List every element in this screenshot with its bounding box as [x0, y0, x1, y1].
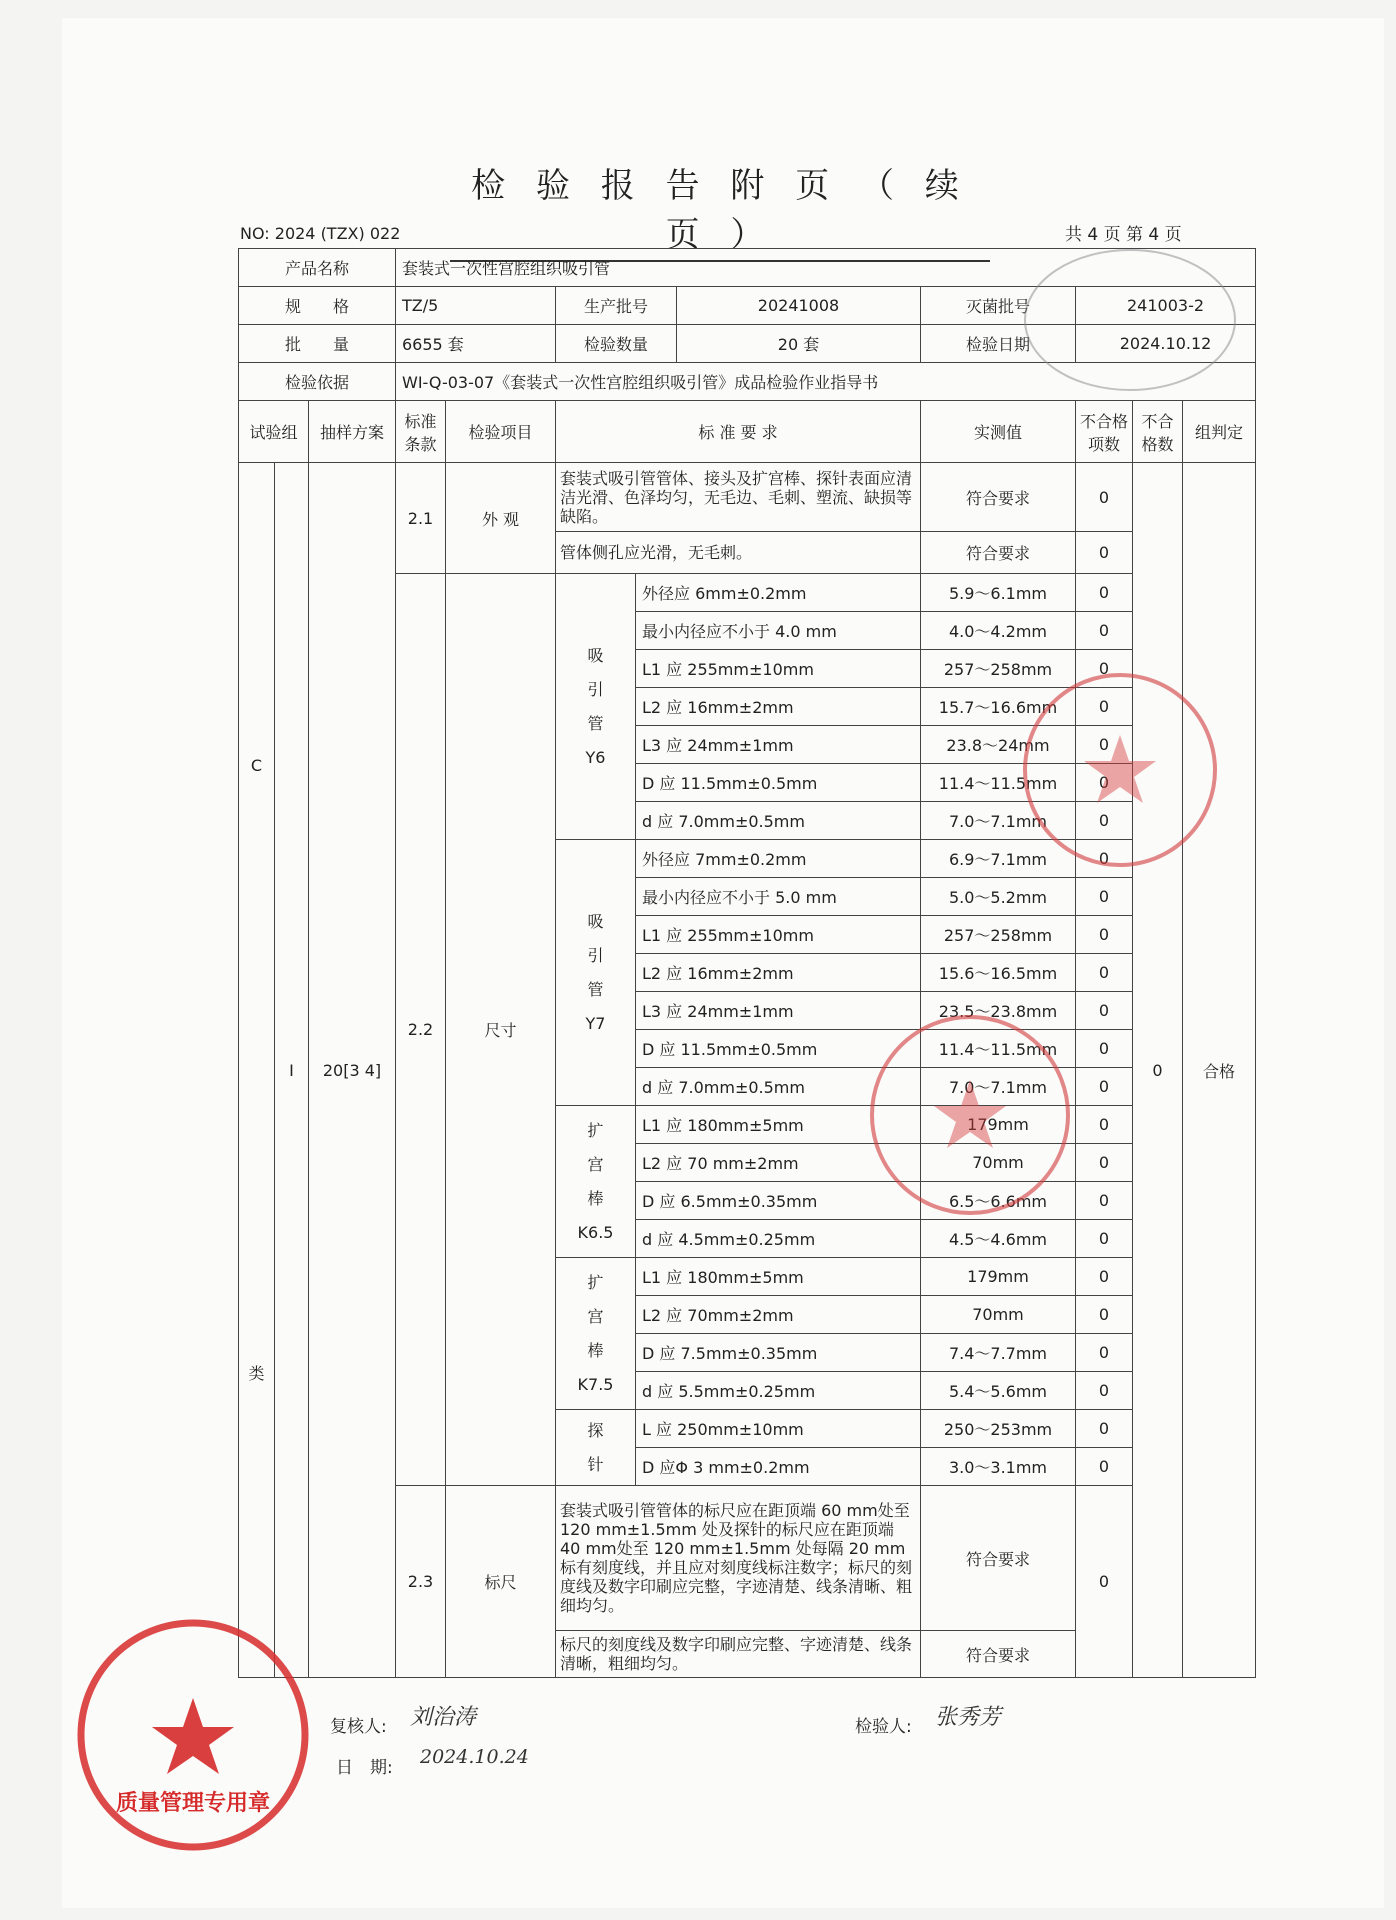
- measured-value: 4.5～4.6mm: [921, 1220, 1076, 1258]
- inspection-level: I: [275, 463, 309, 1678]
- requirement: D 应Φ 3 mm±0.2mm: [636, 1448, 921, 1486]
- measured-value: 23.5～23.8mm: [921, 992, 1076, 1030]
- nonconf-items: 0: [1076, 726, 1133, 764]
- document-number: NO: 2024 (TZX) 022: [240, 224, 401, 243]
- header-requirement: 标 准 要 求: [556, 401, 921, 463]
- header-judgement: 组判定: [1183, 401, 1256, 463]
- component-label-char: Y7: [585, 1013, 606, 1033]
- spec-label: 规 格: [239, 287, 396, 325]
- nonconf-items: 0: [1076, 916, 1133, 954]
- date-label: 检验日期: [921, 325, 1076, 363]
- requirement: L2 应 70 mm±2mm: [636, 1144, 921, 1182]
- requirement: L1 应 255mm±10mm: [636, 916, 921, 954]
- date-footer-label: 日 期:: [336, 1758, 393, 1778]
- inspector-signature: 张秀芳: [935, 1705, 1002, 1730]
- requirement: d 应 4.5mm±0.25mm: [636, 1220, 921, 1258]
- component-label: [556, 840, 636, 1106]
- component-label: [556, 574, 636, 840]
- nonconf-items: 0: [1076, 1068, 1133, 1106]
- measured-value: 符合要求: [921, 1486, 1076, 1631]
- nonconf-items: 0: [1076, 1106, 1133, 1144]
- measured-value: 257～258mm: [921, 916, 1076, 954]
- component-label-char: 宫: [587, 1306, 604, 1326]
- nonconf-items: 0: [1076, 1182, 1133, 1220]
- reviewer-signature: 刘治涛: [410, 1705, 477, 1730]
- review-date-signature: 2024.10.24: [420, 1746, 529, 1768]
- requirement: D 应 11.5mm±0.5mm: [636, 764, 921, 802]
- nonconf-items: 0: [1076, 612, 1133, 650]
- nonconf-items: 0: [1076, 1144, 1133, 1182]
- sample-label: 检验数量: [556, 325, 677, 362]
- nonconf-items: 0: [1076, 878, 1133, 916]
- requirement: L1 应 180mm±5mm: [636, 1106, 921, 1144]
- requirement: L1 应 180mm±5mm: [636, 1258, 921, 1296]
- requirement: 外径应 6mm±0.2mm: [636, 574, 921, 612]
- header-measured: 实测值: [921, 401, 1076, 463]
- nonconf-items: 0: [1076, 1372, 1133, 1410]
- component-label: [556, 1258, 636, 1410]
- item-scale: 标尺: [446, 1486, 556, 1678]
- nonconf-items: 0: [1076, 764, 1133, 802]
- nonconf-items: 0: [1076, 463, 1133, 532]
- measured-value: 257～258mm: [921, 650, 1076, 688]
- measured-value: 15.6～16.5mm: [921, 954, 1076, 992]
- measured-value: 4.0～4.2mm: [921, 612, 1076, 650]
- qty-value: 6655 套: [396, 325, 556, 363]
- quality-seal-subtext: 质量管理专用章: [115, 1791, 271, 1816]
- component-label-char: 扩: [587, 1272, 604, 1292]
- requirement: D 应 7.5mm±0.35mm: [636, 1334, 921, 1372]
- nonconf-count: 0: [1133, 463, 1183, 1678]
- requirement: L2 应 16mm±2mm: [636, 954, 921, 992]
- header-item: 检验项目: [446, 401, 556, 463]
- reviewer-label: 复核人:: [330, 1717, 387, 1737]
- group-verdict: 合格: [1183, 463, 1256, 1678]
- nonconf-items: 0: [1076, 688, 1133, 726]
- requirement: L2 应 70mm±2mm: [636, 1296, 921, 1334]
- header-clause: 标准条款: [396, 401, 446, 463]
- nonconf-items: 0: [1076, 574, 1133, 612]
- component-label-char: 探: [587, 1420, 604, 1440]
- component-label-char: 宫: [587, 1154, 604, 1174]
- measured-value: 3.0～3.1mm: [921, 1448, 1076, 1486]
- clause-2-2: 2.2: [396, 574, 446, 1486]
- page-title: 检 验 报 告 附 页 （ 续 页 ）: [450, 158, 990, 262]
- measured-value: 5.4～5.6mm: [921, 1372, 1076, 1410]
- steril-no: 241003-2: [1076, 287, 1256, 325]
- requirement: 外径应 7mm±0.2mm: [636, 840, 921, 878]
- group-class: C: [250, 756, 263, 775]
- component-label: [556, 1106, 636, 1258]
- spec-value: TZ/5: [396, 287, 556, 325]
- nonconf-items: 0: [1076, 1258, 1133, 1296]
- requirement: 最小内径应不小于 4.0 mm: [636, 612, 921, 650]
- nonconf-items: 0: [1076, 802, 1133, 840]
- group-class-suffix: 类: [248, 1364, 265, 1383]
- nonconf-items: 0: [1076, 650, 1133, 688]
- header-group: 试验组: [239, 401, 309, 463]
- requirement: L2 应 16mm±2mm: [636, 688, 921, 726]
- component-label-char: 棒: [587, 1340, 604, 1360]
- steril-label: 灭菌批号: [921, 287, 1076, 325]
- measured-value: 179mm: [921, 1106, 1076, 1144]
- component-label: [556, 1410, 636, 1486]
- nonconf-items: 0: [1076, 1030, 1133, 1068]
- measured-value: 6.9～7.1mm: [921, 840, 1076, 878]
- component-label-char: Y6: [585, 747, 606, 767]
- nonconf-items: 0: [1076, 1486, 1133, 1678]
- measured-value: 70mm: [921, 1144, 1076, 1182]
- item-dimensions: 尺寸: [446, 574, 556, 1486]
- inspector-label: 检验人:: [855, 1717, 912, 1737]
- requirement: 套装式吸引管管体、接头及扩宫棒、探针表面应清洁光滑、色泽均匀，无毛边、毛刺、塑流、缺损等缺陷。: [556, 463, 921, 532]
- measured-value: 7.4～7.7mm: [921, 1334, 1076, 1372]
- batch-no-label: 生产批号: [556, 287, 677, 324]
- nonconf-items: 0: [1076, 954, 1133, 992]
- measured-value: 5.0～5.2mm: [921, 878, 1076, 916]
- header-nonconf-count: 不合格数: [1133, 401, 1183, 463]
- batch-no: 20241008: [757, 296, 840, 315]
- header-nonconf-items: 不合格项数: [1076, 401, 1133, 463]
- requirement: d 应 7.0mm±0.5mm: [636, 802, 921, 840]
- clause-2-3: 2.3: [396, 1486, 446, 1678]
- measured-value: 5.9～6.1mm: [921, 574, 1076, 612]
- measured-value: 符合要求: [921, 463, 1076, 532]
- measured-value: 11.4～11.5mm: [921, 1030, 1076, 1068]
- measured-value: 11.4～11.5mm: [921, 764, 1076, 802]
- requirement: d 应 5.5mm±0.25mm: [636, 1372, 921, 1410]
- nonconf-items: 0: [1076, 1220, 1133, 1258]
- inspection-table: [238, 248, 1256, 1678]
- nonconf-items: 0: [1076, 532, 1133, 574]
- component-label-char: 棒: [587, 1188, 604, 1208]
- measured-value: 70mm: [921, 1296, 1076, 1334]
- measured-value: 7.0～7.1mm: [921, 1068, 1076, 1106]
- header-sampling: 抽样方案: [309, 401, 396, 463]
- requirement: L 应 250mm±10mm: [636, 1410, 921, 1448]
- component-label-char: 吸: [587, 645, 604, 665]
- requirement: 标尺的刻度线及数字印刷应完整、字迹清楚、线条清晰，粗细均匀。: [556, 1631, 921, 1678]
- nonconf-items: 0: [1076, 1448, 1133, 1486]
- measured-value: 7.0～7.1mm: [921, 802, 1076, 840]
- basis-label: 检验依据: [239, 363, 396, 401]
- product-name: 套装式一次性宫腔组织吸引管: [396, 249, 1256, 287]
- component-label-char: 针: [587, 1454, 604, 1474]
- requirement: 最小内径应不小于 5.0 mm: [636, 878, 921, 916]
- product-name-label: 产品名称: [239, 249, 396, 287]
- measured-value: 23.8～24mm: [921, 726, 1076, 764]
- component-label-char: 引: [587, 679, 604, 699]
- component-label-char: K7.5: [577, 1374, 614, 1394]
- sampling-plan: 20[3 4]: [309, 463, 396, 1678]
- component-label-char: K6.5: [577, 1222, 614, 1242]
- requirement: L3 应 24mm±1mm: [636, 726, 921, 764]
- page-count: 共 4 页 第 4 页: [1065, 225, 1182, 245]
- requirement: L3 应 24mm±1mm: [636, 992, 921, 1030]
- basis-value: WI-Q-03-07《套装式一次性宫腔组织吸引管》成品检验作业指导书: [396, 363, 1256, 401]
- measured-value: 179mm: [921, 1258, 1076, 1296]
- nonconf-items: 0: [1076, 1334, 1133, 1372]
- nonconf-items: 0: [1076, 840, 1133, 878]
- component-label-char: 管: [587, 713, 604, 733]
- requirement: D 应 11.5mm±0.5mm: [636, 1030, 921, 1068]
- nonconf-items: 0: [1076, 1296, 1133, 1334]
- measured-value: 15.7～16.6mm: [921, 688, 1076, 726]
- requirement: 套装式吸引管管体的标尺应在距顶端 60 mm处至 120 mm±1.5mm 处及探针的标尺应在距顶端 40 mm处至 120 mm±1.5mm 处每隔 20 mm标有刻度线，并且应对刻度线标注数字；标尺的刻度线及数字印刷应完整，字迹清楚、线条清晰、粗细均匀。: [556, 1486, 921, 1631]
- component-label-char: 引: [587, 945, 604, 965]
- requirement: 管体侧孔应光滑，无毛刺。: [556, 532, 921, 574]
- measured-value: 符合要求: [921, 532, 1076, 574]
- group-class-cell: [239, 463, 275, 1678]
- item-appearance: 外 观: [446, 463, 556, 574]
- sample-value: 20 套: [777, 335, 820, 354]
- measured-value: 符合要求: [921, 1631, 1076, 1678]
- nonconf-items: 0: [1076, 1410, 1133, 1448]
- requirement: d 应 7.0mm±0.5mm: [636, 1068, 921, 1106]
- component-label-char: 吸: [587, 911, 604, 931]
- requirement: L1 应 255mm±10mm: [636, 650, 921, 688]
- clause-2-1: 2.1: [396, 463, 446, 574]
- inspection-date: 2024.10.12: [1076, 325, 1256, 363]
- requirement: D 应 6.5mm±0.35mm: [636, 1182, 921, 1220]
- measured-value: 250～253mm: [921, 1410, 1076, 1448]
- qty-label: 批 量: [239, 325, 396, 363]
- component-label-char: 管: [587, 979, 604, 999]
- measured-value: 6.5～6.6mm: [921, 1182, 1076, 1220]
- component-label-char: 扩: [587, 1120, 604, 1140]
- nonconf-items: 0: [1076, 992, 1133, 1030]
